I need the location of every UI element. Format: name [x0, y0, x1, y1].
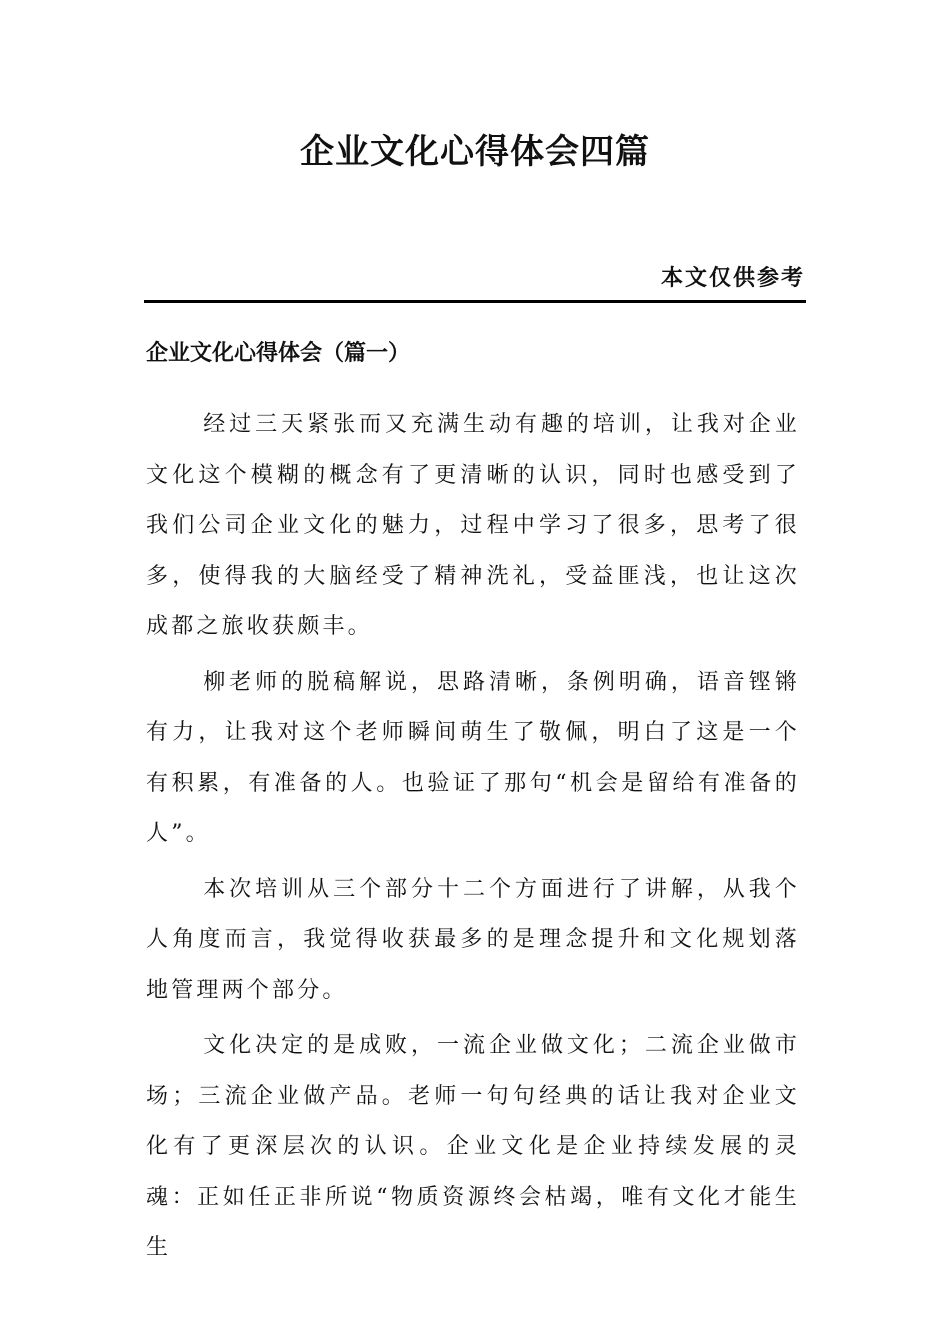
section-heading: 企业文化心得体会（篇一）: [146, 341, 411, 366]
paragraph-2: 柳老师的脱稿解说，思路清晰，条例明确，语音铿锵有力，让我对这个老师瞬间萌生了敬佩，明白了这是一个有积累，有准备的人。也验证了那句“机会是留给有准备的人”。: [146, 669, 800, 846]
reference-note: 本文仅供参考: [660, 265, 805, 291]
paragraph-1: 经过三天紧张而又充满生动有趣的培训，让我对企业文化这个模糊的概念有了更清晰的认识，同时也感受到了我们公司企业文化的魅力，过程中学习了很多，思考了很多，使得我的大脑经受了精神洗礼，受益匪浅，也让这次成都之旅收获颇丰。: [146, 412, 800, 639]
paragraph-3: 本次培训从三个部分十二个方面进行了讲解，从我个人角度而言，我觉得收获最多的是理念提升和文化规划落地管理两个部分。: [146, 876, 800, 1003]
paragraph-4: 文化决定的是成败，一流企业做文化；二流企业做市场；三流企业做产品。老师一句句经典的话让我对企业文化有了更深层次的认识。企业文化是企业持续发展的灵魂：正如任正非所说“物质资源终会枯竭，唯有文化才能生生: [146, 1033, 800, 1260]
document-title: 企业文化心得体会四篇: [300, 132, 650, 172]
body-text: [146, 400, 800, 1279]
header-divider: [144, 300, 806, 303]
